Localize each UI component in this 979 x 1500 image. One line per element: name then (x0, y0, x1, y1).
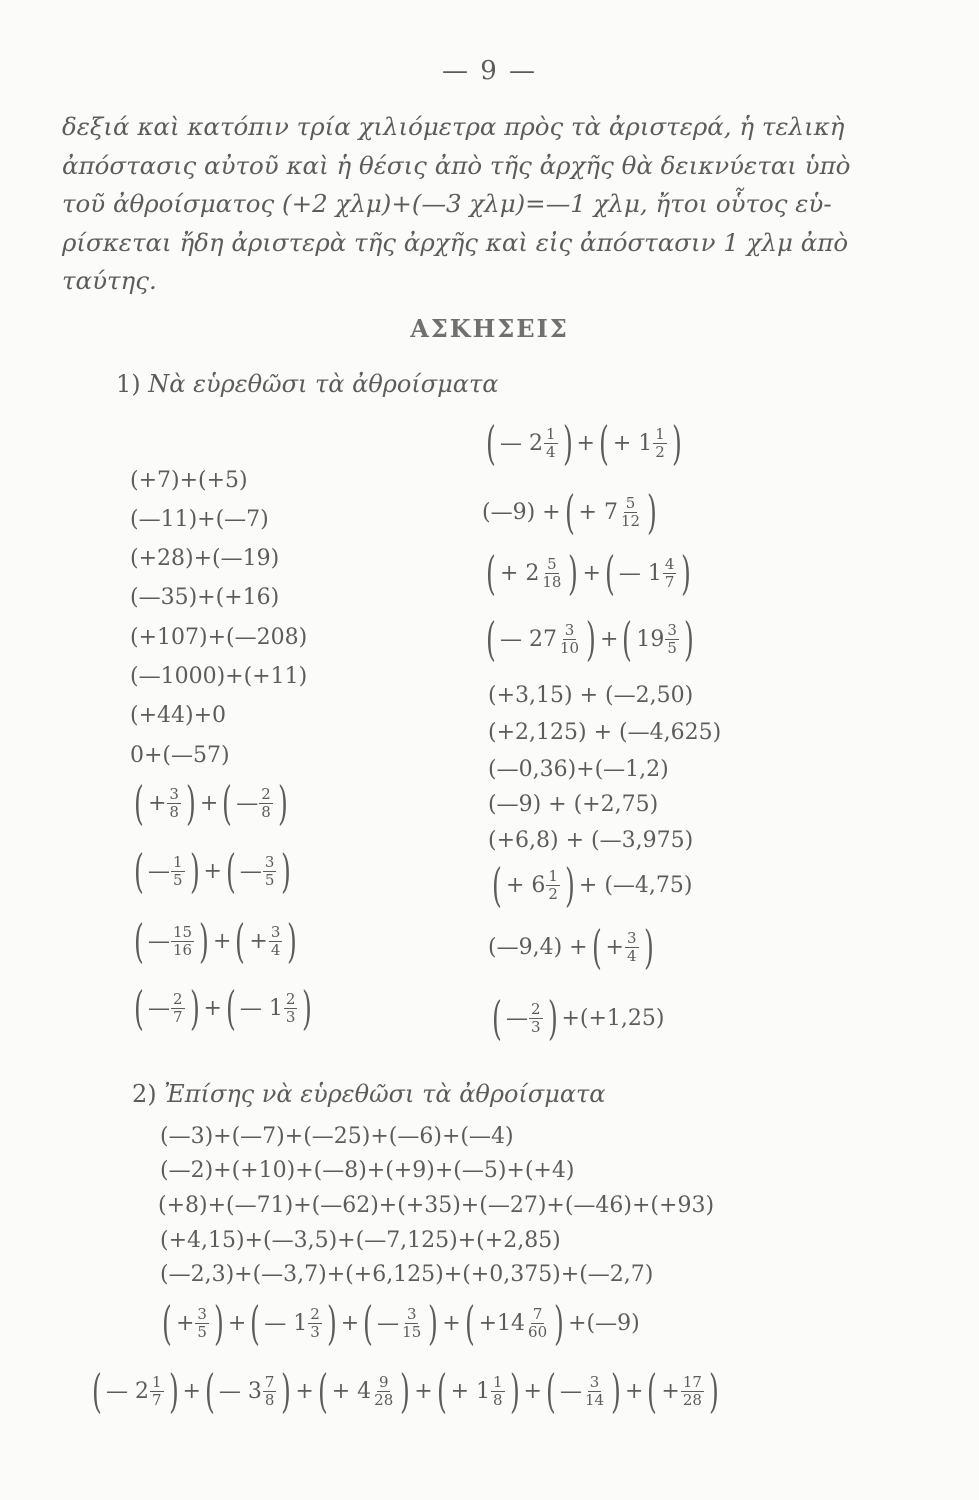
sum-expression (130, 776, 292, 830)
sum-expression (482, 485, 661, 539)
exercise-2-title (132, 1080, 606, 1108)
open-paren: ( (486, 416, 496, 470)
term-plain: +(+1,25) (561, 1005, 665, 1031)
bracketed-term (158, 1296, 228, 1350)
fraction (171, 854, 185, 889)
sum-expression: (+3,15) + (—2,50) (488, 683, 694, 708)
bracketed-term (461, 1296, 568, 1350)
bracketed-term (201, 1364, 295, 1418)
fraction-numerator: 2 (172, 989, 183, 1008)
plus-sign: + (340, 1310, 360, 1336)
open-paren: ( (225, 844, 236, 898)
intro-paragraph (62, 108, 852, 301)
fraction-denominator: 2 (548, 884, 558, 903)
fraction-numerator: 2 (261, 784, 271, 803)
bracketed-term (314, 1364, 414, 1418)
close-paren: ) (189, 981, 200, 1035)
term-sign: + 1 (450, 1378, 491, 1404)
fraction-numerator: 2 (530, 999, 541, 1018)
fraction (526, 1306, 549, 1341)
open-paren: ( (250, 1296, 261, 1350)
bracketed-term (222, 844, 295, 898)
term-sign: — 2 (105, 1378, 149, 1404)
open-paren: ( (225, 981, 236, 1035)
fraction (171, 991, 185, 1026)
open-paren: ( (363, 1296, 374, 1350)
sum-expression: (—2,3)+(—3,7)+(+6,125)+(+0,375)+(—2,7) (160, 1262, 654, 1287)
close-paren: ) (586, 612, 596, 666)
fraction-denominator: 60 (528, 1322, 548, 1341)
fraction-numerator: 1 (172, 852, 183, 871)
bracketed-term (482, 612, 600, 666)
term-sign: + 7 (578, 499, 618, 525)
fraction-denominator: 5 (197, 1322, 207, 1341)
close-paren: ) (708, 1364, 719, 1418)
bracketed-term (595, 416, 686, 470)
close-paren: ) (564, 858, 575, 912)
sum-expression (482, 546, 695, 600)
term-sign: + 1 (612, 430, 653, 456)
fraction-numerator: 3 (264, 852, 275, 871)
term-sign: — (147, 858, 170, 884)
open-paren: ( (134, 844, 144, 898)
open-paren: ( (492, 858, 502, 912)
open-paren: ( (204, 1364, 215, 1418)
plus-sign: + (295, 1378, 314, 1404)
plus-sign: + (203, 858, 222, 884)
plus-sign: + (576, 430, 595, 456)
open-paren: ( (604, 546, 615, 600)
fraction-denominator: 7 (151, 1390, 162, 1409)
term-sign: + (661, 1378, 680, 1404)
term-sign: — 1 (239, 995, 283, 1021)
fraction-numerator: 2 (310, 1304, 320, 1323)
term-plain: (—9,4) + (488, 934, 588, 960)
fraction-denominator: 7 (172, 1007, 183, 1026)
close-paren: ) (509, 1364, 520, 1418)
fraction-numerator: 1 (545, 424, 556, 443)
fraction (372, 1374, 395, 1409)
open-paren: ( (134, 914, 144, 968)
fraction-numerator: 3 (169, 784, 179, 803)
term-sign: + 6 (505, 872, 546, 898)
fraction-numerator: 3 (667, 620, 677, 639)
sum-expression: (—3)+(—7)+(—25)+(—6)+(—4) (160, 1124, 514, 1149)
exercise-instruction: Νὰ εὑρεθῶσι τὰ ἀθροίσματα (148, 370, 499, 398)
close-paren: ) (281, 1364, 292, 1418)
fraction-numerator: 5 (547, 554, 557, 573)
fraction-numerator: 17 (682, 1372, 702, 1391)
term-sign: — (377, 1310, 400, 1336)
fraction-denominator: 3 (285, 1007, 296, 1026)
fraction-denominator: 8 (493, 1390, 503, 1409)
fraction (269, 924, 283, 959)
close-paren: ) (281, 844, 292, 898)
bracketed-term (601, 546, 695, 600)
paragraph-line: ταύτης. (62, 266, 157, 295)
plus-sign: + (624, 1378, 644, 1404)
term-plain: (—9) + (482, 499, 561, 525)
sum-expression: (+2,125) + (—4,625) (488, 720, 722, 745)
bracketed-term (359, 1296, 442, 1350)
sum-expression: (+7)+(+5) (130, 468, 248, 493)
plus-sign: + (182, 1378, 201, 1404)
open-paren: ( (222, 776, 233, 830)
fraction-numerator: 9 (378, 1372, 389, 1391)
fraction (263, 1374, 277, 1409)
fraction-denominator: 16 (172, 940, 193, 959)
plus-sign: + (600, 626, 619, 652)
bracketed-term (130, 981, 203, 1035)
close-paren: ) (547, 991, 558, 1045)
term-sign: + (605, 934, 624, 960)
fraction-numerator: 3 (626, 928, 637, 947)
bracketed-term (488, 991, 561, 1045)
sum-expression (488, 858, 693, 912)
fraction-numerator: 3 (197, 1304, 207, 1323)
plus-sign: + (442, 1310, 461, 1336)
close-paren: ) (428, 1296, 439, 1350)
bracketed-term (130, 914, 213, 968)
bracketed-term (218, 776, 291, 830)
close-paren: ) (199, 914, 209, 968)
fraction-denominator: 5 (264, 870, 275, 889)
close-paren: ) (568, 546, 579, 600)
bracketed-term (588, 920, 658, 974)
plus-sign: + (414, 1378, 433, 1404)
fraction-denominator: 10 (559, 638, 580, 657)
bracketed-term (482, 546, 582, 600)
fraction-denominator: 7 (664, 572, 675, 591)
fraction-numerator: 3 (589, 1372, 600, 1391)
bracketed-term (482, 416, 576, 470)
term-sign: + 4 (331, 1378, 372, 1404)
sum-expression: (+8)+(—71)+(—62)+(+35)+(—27)+(—46)+(+93) (158, 1193, 715, 1218)
sum-expression: (—1000)+(+11) (130, 664, 308, 689)
bracketed-term (618, 612, 697, 666)
sum-expression: (—9) + (+2,75) (488, 792, 659, 817)
term-sign: + (249, 928, 268, 954)
fraction (167, 786, 181, 821)
open-paren: ( (134, 776, 144, 830)
fraction-numerator: 1 (151, 1372, 162, 1391)
fraction (171, 924, 194, 959)
close-paren: ) (168, 1364, 179, 1418)
plus-sign: + (582, 560, 601, 586)
close-paren: ) (611, 1364, 621, 1418)
fraction-numerator: 3 (564, 620, 575, 639)
sum-expression: 0+(—57) (130, 743, 230, 768)
fraction (529, 1001, 543, 1036)
sum-expression (158, 1296, 640, 1350)
close-paren: ) (671, 416, 682, 470)
paragraph-line: τοῦ ἀθροίσματος (+2 χλμ)+(—3 χλμ)=—1 χλμ, ἤτοι οὗτος εὑ- (62, 189, 832, 218)
term-plain: +(—9) (568, 1310, 640, 1336)
fraction-denominator: 3 (530, 1017, 541, 1036)
fraction (546, 868, 560, 903)
fraction-denominator: 2 (655, 442, 665, 461)
sum-expression (488, 920, 657, 974)
page-number: — 9 — (441, 56, 538, 86)
sum-expression (130, 981, 316, 1035)
paragraph-line: ρίσκεται ἤδη ἀριστερὰ τῆς ἀρχῆς καὶ εἰς ἀπόστασιν 1 χλμ ἀπὸ (62, 227, 849, 257)
open-paren: ( (436, 1364, 447, 1418)
fraction-denominator: 15 (402, 1322, 422, 1341)
fraction-denominator: 4 (545, 442, 556, 461)
open-paren: ( (486, 546, 496, 600)
fraction-denominator: 5 (172, 870, 183, 889)
exercise-instruction: Ἐπίσης νὰ εὑρεθῶσι τὰ ἀθροίσματα (164, 1080, 606, 1108)
fraction-denominator: 5 (667, 638, 677, 657)
exercise-1-title (116, 370, 498, 398)
sum-expression: (—35)+(+16) (130, 585, 280, 610)
close-paren: ) (185, 776, 196, 830)
fraction (619, 495, 642, 530)
close-paren: ) (287, 914, 298, 968)
sum-expression: (+44)+0 (130, 703, 227, 728)
term-sign: — (559, 1378, 582, 1404)
fraction-numerator: 3 (270, 922, 281, 941)
fraction-numerator: 5 (625, 493, 636, 512)
term-sign: — 2 (499, 430, 543, 456)
bracketed-term (433, 1364, 524, 1418)
term-sign: +14 (478, 1310, 526, 1336)
fraction (308, 1306, 322, 1341)
bracketed-term (246, 1296, 340, 1350)
fraction-numerator: 7 (264, 1372, 275, 1391)
fraction (284, 991, 298, 1026)
sum-expression: (+6,8) + (—3,975) (488, 828, 694, 853)
fraction-denominator: 12 (620, 511, 641, 530)
close-paren: ) (681, 546, 692, 600)
sum-expression (130, 844, 295, 898)
fraction (653, 426, 667, 461)
sum-expression (88, 1364, 723, 1418)
open-paren: ( (235, 914, 246, 968)
close-paren: ) (302, 981, 313, 1035)
term-plain: + (—4,75) (578, 872, 693, 898)
term-sign: — (236, 790, 259, 816)
plus-sign: + (199, 790, 219, 816)
fraction (400, 1306, 423, 1341)
fraction-denominator: 28 (374, 1390, 394, 1409)
fraction (681, 1374, 704, 1409)
fraction (544, 426, 558, 461)
close-paren: ) (643, 920, 654, 974)
term-sign: — 3 (218, 1378, 262, 1404)
close-paren: ) (683, 612, 694, 666)
bracketed-term (488, 858, 579, 912)
section-heading: ΑΣΚΗΣΕΙΣ (410, 314, 569, 343)
open-paren: ( (162, 1296, 172, 1350)
close-paren: ) (326, 1296, 337, 1350)
open-paren: ( (486, 612, 496, 666)
sum-expression: (+28)+(—19) (130, 546, 280, 571)
bracketed-term (231, 914, 301, 968)
fraction-numerator: 1 (548, 866, 558, 885)
bracketed-term (222, 981, 316, 1035)
fraction-denominator: 8 (169, 802, 179, 821)
term-sign: — (239, 858, 262, 884)
close-paren: ) (554, 1296, 565, 1350)
bracketed-term (561, 485, 661, 539)
sum-expression: (—11)+(—7) (130, 507, 269, 532)
fraction-numerator: 1 (493, 1372, 503, 1391)
open-paren: ( (134, 981, 144, 1035)
fraction (540, 556, 563, 591)
fraction-numerator: 7 (532, 1304, 543, 1323)
fraction-numerator: 15 (172, 922, 193, 941)
fraction-denominator: 18 (542, 572, 562, 591)
sum-expression: (+107)+(—208) (130, 625, 308, 650)
term-sign: 19 (636, 626, 665, 652)
term-sign: — 1 (264, 1310, 308, 1336)
fraction (259, 786, 273, 821)
sum-expression (482, 612, 698, 666)
fraction-numerator: 1 (655, 424, 665, 443)
term-sign: + (147, 790, 167, 816)
close-paren: ) (213, 1296, 224, 1350)
sum-expression (488, 991, 665, 1045)
fraction (625, 930, 639, 965)
close-paren: ) (277, 776, 288, 830)
paragraph-line: ἀπόστασις αὐτοῦ καὶ ἡ θέσις ἀπὸ τῆς ἀρχῆς θὰ δεικνύεται ὑπὸ (62, 150, 851, 180)
term-sign: + 2 (499, 560, 540, 586)
fraction-denominator: 8 (261, 802, 271, 821)
fraction (558, 622, 581, 657)
bracketed-term (130, 776, 200, 830)
fraction (665, 622, 679, 657)
plus-sign: + (523, 1378, 542, 1404)
fraction (583, 1374, 606, 1409)
sum-expression (130, 914, 301, 968)
open-paren: ( (622, 612, 633, 666)
bracketed-term (88, 1364, 182, 1418)
open-paren: ( (317, 1364, 328, 1418)
paragraph-line: δεξιά καὶ κατόπιν τρία χιλιόμετρα πρὸς τὰ ἀριστερά, ἡ τελικὴ (62, 112, 845, 141)
fraction-denominator: 4 (270, 940, 281, 959)
fraction-denominator: 8 (264, 1390, 275, 1409)
open-paren: ( (564, 485, 575, 539)
sum-expression: (—0,36)+(—1,2) (488, 757, 669, 782)
term-sign: — 27 (499, 626, 557, 652)
sum-expression (482, 416, 686, 470)
term-sign: — 1 (618, 560, 662, 586)
plus-sign: + (213, 928, 232, 954)
fraction (150, 1374, 164, 1409)
bracketed-term (130, 844, 203, 898)
fraction (663, 556, 677, 591)
open-paren: ( (546, 1364, 556, 1418)
fraction-numerator: 2 (285, 989, 296, 1008)
open-paren: ( (92, 1364, 102, 1418)
term-sign: — (147, 928, 170, 954)
open-paren: ( (598, 416, 609, 470)
exercise-number: 2) (132, 1080, 157, 1108)
open-paren: ( (591, 920, 602, 974)
open-paren: ( (492, 991, 502, 1045)
bracketed-term (542, 1364, 625, 1418)
sum-expression: (+4,15)+(—3,5)+(—7,125)+(+2,85) (160, 1228, 561, 1253)
fraction-numerator: 4 (664, 554, 675, 573)
close-paren: ) (400, 1364, 411, 1418)
fraction-denominator: 28 (682, 1390, 702, 1409)
close-paren: ) (647, 485, 657, 539)
fraction-denominator: 4 (626, 946, 637, 965)
fraction (195, 1306, 209, 1341)
fraction (263, 854, 277, 889)
exercise-number: 1) (116, 370, 141, 398)
plus-sign: + (227, 1310, 247, 1336)
fraction-numerator: 3 (406, 1304, 417, 1323)
term-sign: + (175, 1310, 195, 1336)
open-paren: ( (464, 1296, 475, 1350)
fraction-denominator: 3 (310, 1322, 320, 1341)
close-paren: ) (189, 844, 200, 898)
fraction (491, 1374, 505, 1409)
open-paren: ( (647, 1364, 658, 1418)
close-paren: ) (562, 416, 573, 470)
fraction-denominator: 14 (584, 1390, 605, 1409)
term-sign: — (505, 1005, 528, 1031)
sum-expression: (—2)+(+10)+(—8)+(+9)+(—5)+(+4) (160, 1158, 575, 1183)
term-sign: — (147, 995, 170, 1021)
plus-sign: + (203, 995, 222, 1021)
bracketed-term (643, 1364, 722, 1418)
